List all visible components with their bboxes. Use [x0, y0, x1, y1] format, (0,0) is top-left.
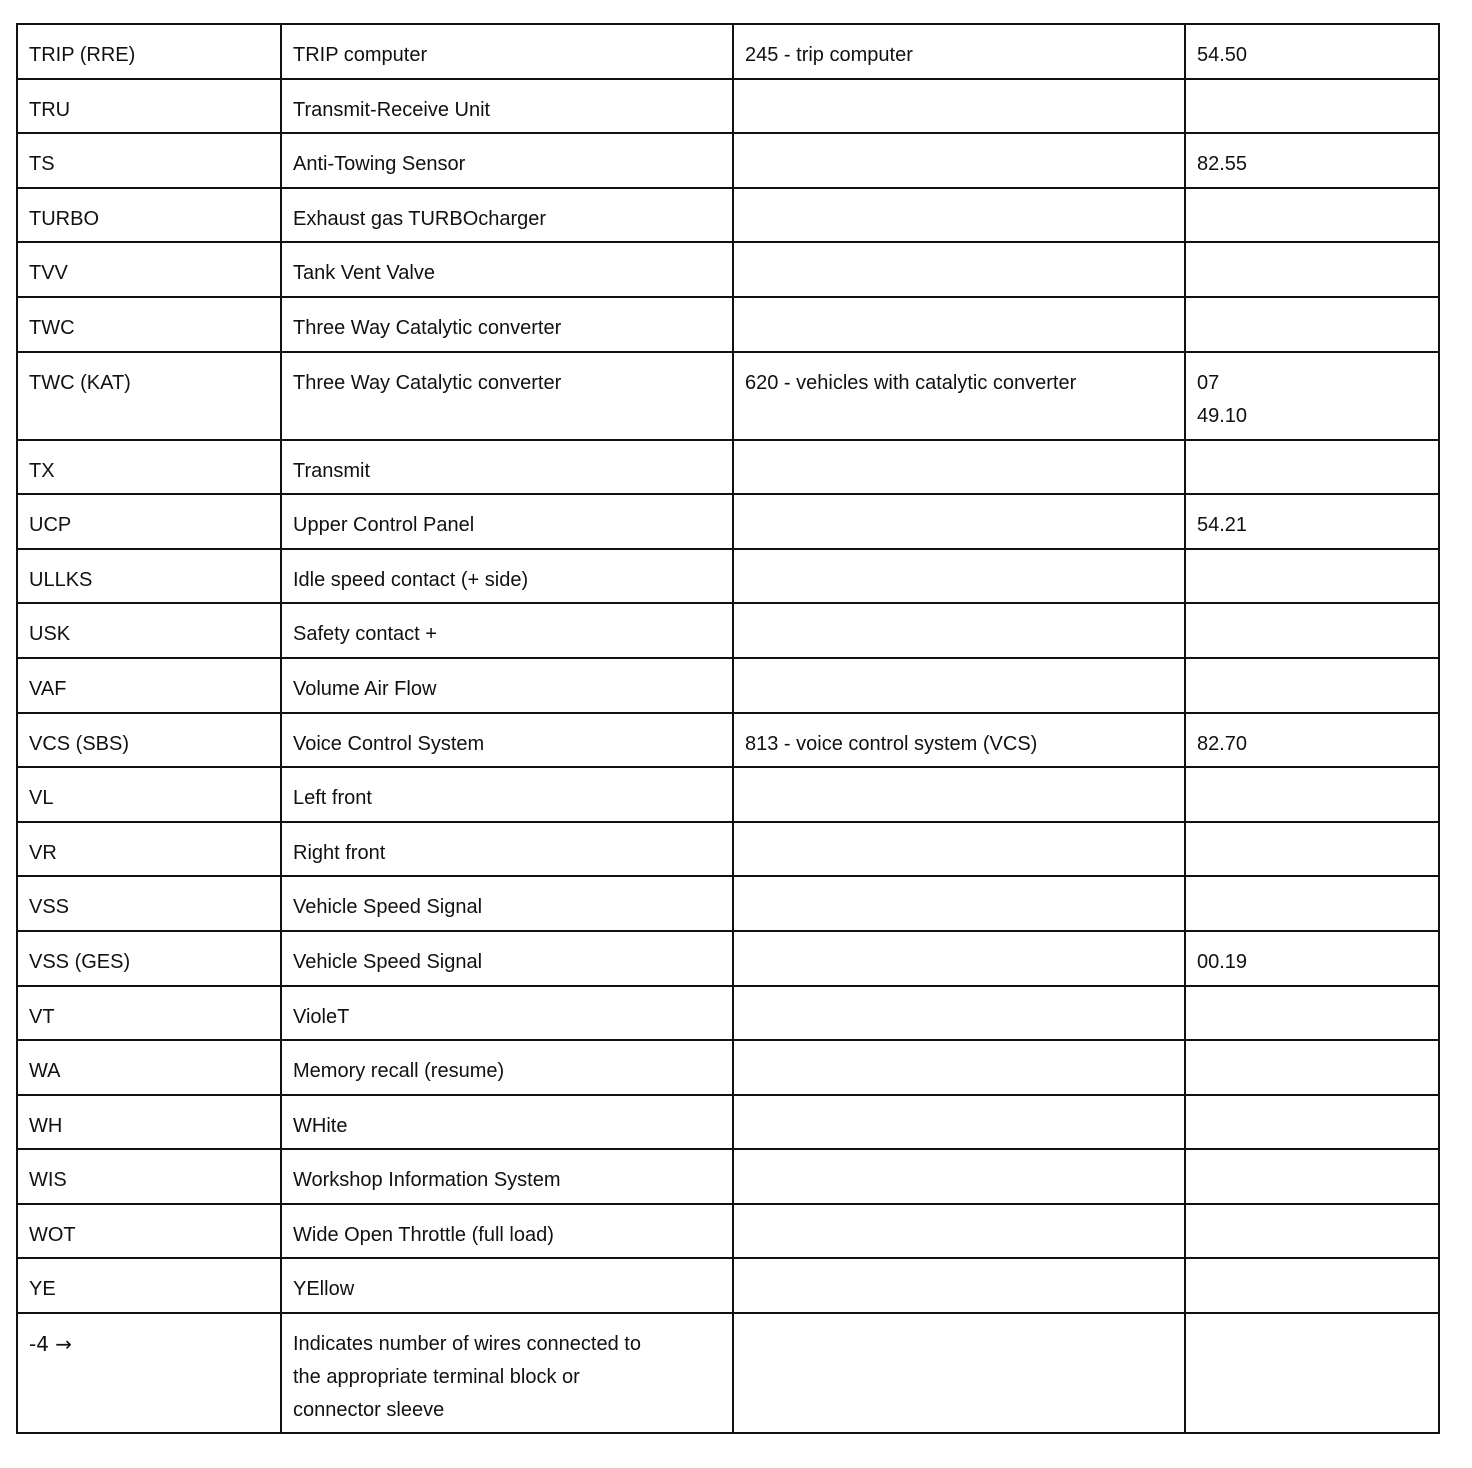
abbreviation-cell [17, 188, 281, 243]
meaning-text: Transmit-Receive Unit [293, 98, 491, 121]
meaning-cell [281, 440, 733, 495]
meaning-text: Memory recall (resume) [293, 1060, 505, 1083]
abbreviation-cell [17, 713, 281, 768]
reference-cell [1185, 1204, 1439, 1259]
table-row [17, 658, 1439, 713]
reference-cell [1185, 1313, 1439, 1433]
meaning-cell [281, 1149, 733, 1204]
meaning-text: WHite [293, 1114, 348, 1137]
option-text: 813 - voice control system (VCS) [745, 732, 1038, 755]
abbreviation-cell [17, 24, 281, 79]
option-cell [733, 494, 1185, 549]
option-cell [733, 822, 1185, 877]
table-row [17, 297, 1439, 352]
meaning-text: Voice Control System [293, 732, 485, 755]
meaning-cell [281, 549, 733, 604]
reference-cell [1185, 494, 1439, 549]
reference-text: 54.21 [1197, 514, 1248, 537]
meaning-text: Three Way Catalytic converter [293, 316, 562, 339]
option-cell [733, 1313, 1185, 1433]
reference-text: 07 [1197, 371, 1220, 394]
meaning-text: Transmit [293, 459, 371, 482]
table-row [17, 822, 1439, 877]
option-cell [733, 986, 1185, 1041]
meaning-cell [281, 133, 733, 188]
reference-text: 00.19 [1197, 950, 1248, 973]
reference-cell [1185, 603, 1439, 658]
reference-text: 49.10 [1197, 404, 1248, 427]
abbreviation-cell [17, 658, 281, 713]
table-row [17, 242, 1439, 297]
meaning-cell [281, 1258, 733, 1313]
meaning-text: Workshop Information System [293, 1169, 561, 1192]
table-row [17, 188, 1439, 243]
meaning-text: Left front [293, 787, 372, 810]
wire-count-arrow-symbol: -4 → [29, 1332, 73, 1357]
table-row [17, 1040, 1439, 1095]
option-cell [733, 603, 1185, 658]
meaning-cell [281, 603, 733, 658]
abbreviation-text: VL [29, 787, 54, 810]
option-cell [733, 549, 1185, 604]
option-cell [733, 1149, 1185, 1204]
option-cell [733, 24, 1185, 79]
table-row [17, 986, 1439, 1041]
reference-text: 54.50 [1197, 44, 1248, 66]
reference-text: 82.55 [1197, 153, 1248, 176]
abbreviation-text: TX [29, 459, 55, 482]
meaning-text: Volume Air Flow [293, 677, 437, 700]
abbreviation-text: UCP [29, 514, 72, 537]
meaning-cell [281, 79, 733, 134]
meaning-text: TRIP computer [293, 44, 428, 66]
abbreviation-cell [17, 297, 281, 352]
table-row [17, 1149, 1439, 1204]
abbreviation-cell [17, 549, 281, 604]
option-cell [733, 1258, 1185, 1313]
option-cell [733, 713, 1185, 768]
abbreviation-text: TVV [29, 262, 68, 285]
meaning-cell [281, 1095, 733, 1150]
option-cell [733, 1040, 1185, 1095]
abbreviation-text: VCS (SBS) [29, 732, 130, 755]
option-cell [733, 297, 1185, 352]
reference-cell [1185, 549, 1439, 604]
abbreviation-text: TWC [29, 316, 75, 339]
abbreviation-text: WA [29, 1060, 61, 1083]
meaning-cell [281, 986, 733, 1041]
reference-cell [1185, 297, 1439, 352]
table-row [17, 440, 1439, 495]
table-row [17, 1095, 1439, 1150]
option-cell [733, 1095, 1185, 1150]
abbreviation-text: TRIP (RRE) [29, 44, 136, 66]
meaning-text: Idle speed contact (+ side) [293, 568, 529, 591]
abbreviation-cell [17, 767, 281, 822]
table-row [17, 603, 1439, 658]
meaning-text: Safety contact + [293, 623, 437, 646]
abbreviation-text: TRU [29, 98, 71, 121]
meaning-cell [281, 24, 733, 79]
abbreviation-cell [17, 440, 281, 495]
reference-cell [1185, 133, 1439, 188]
meaning-cell [281, 494, 733, 549]
abbreviation-text: WH [29, 1114, 63, 1137]
reference-cell [1185, 986, 1439, 1041]
abbreviation-text: WOT [29, 1223, 76, 1246]
abbreviation-cell [17, 79, 281, 134]
meaning-cell [281, 242, 733, 297]
reference-cell [1185, 24, 1439, 79]
meaning-text: VioleT [293, 1005, 350, 1028]
option-cell [733, 767, 1185, 822]
abbreviation-cell [17, 1149, 281, 1204]
option-cell [733, 658, 1185, 713]
meaning-text: Vehicle Speed Signal [293, 950, 483, 973]
abbreviation-cell [17, 352, 281, 440]
reference-cell [1185, 876, 1439, 931]
abbreviation-cell [17, 1095, 281, 1150]
abbreviation-cell [17, 1040, 281, 1095]
meaning-cell [281, 297, 733, 352]
abbreviation-cell [17, 1204, 281, 1259]
abbreviation-text: TS [29, 153, 55, 176]
table-row-wire-count-legend [17, 1313, 1439, 1433]
abbreviation-text: VAF [29, 677, 67, 700]
reference-cell [1185, 242, 1439, 297]
abbreviation-text: WIS [29, 1169, 67, 1192]
meaning-text: Wide Open Throttle (full load) [293, 1223, 554, 1246]
table-row [17, 931, 1439, 986]
meaning-cell [281, 822, 733, 877]
meaning-text: YEllow [293, 1278, 355, 1301]
table-row [17, 24, 1439, 79]
abbreviation-cell [17, 1313, 281, 1433]
reference-cell [1185, 188, 1439, 243]
reference-cell [1185, 931, 1439, 986]
meaning-text: Right front [293, 841, 386, 864]
option-cell [733, 133, 1185, 188]
abbreviation-cell [17, 133, 281, 188]
abbreviation-text: ULLKS [29, 568, 93, 591]
abbreviation-cell [17, 986, 281, 1041]
abbreviation-cell [17, 242, 281, 297]
meaning-cell [281, 352, 733, 440]
meaning-cell [281, 767, 733, 822]
reference-cell [1185, 1040, 1439, 1095]
meaning-text-line: Indicates number of wires connected to [293, 1333, 641, 1356]
reference-cell [1185, 767, 1439, 822]
abbreviation-table [16, 23, 1440, 1434]
meaning-cell [281, 876, 733, 931]
reference-cell [1185, 1149, 1439, 1204]
abbreviation-text: VT [29, 1005, 55, 1028]
option-text: 245 - trip computer [745, 44, 913, 66]
abbreviation-table-container [16, 23, 1438, 1434]
table-body [17, 24, 1439, 1433]
reference-cell [1185, 1095, 1439, 1150]
abbreviation-cell [17, 876, 281, 931]
reference-cell [1185, 440, 1439, 495]
table-row [17, 767, 1439, 822]
table-row [17, 133, 1439, 188]
reference-cell [1185, 352, 1439, 440]
table-row [17, 713, 1439, 768]
abbreviation-cell [17, 1258, 281, 1313]
abbreviation-cell [17, 931, 281, 986]
reference-cell [1185, 713, 1439, 768]
meaning-cell [281, 713, 733, 768]
reference-cell [1185, 79, 1439, 134]
abbreviation-text: VR [29, 841, 57, 864]
table-row [17, 352, 1439, 440]
abbreviation-cell [17, 494, 281, 549]
reference-cell [1185, 1258, 1439, 1313]
abbreviation-text: VSS [29, 896, 70, 919]
meaning-text: Vehicle Speed Signal [293, 896, 483, 919]
option-cell [733, 440, 1185, 495]
table-row [17, 494, 1439, 549]
abbreviation-text: TURBO [29, 207, 99, 230]
table-row [17, 1258, 1439, 1313]
meaning-text-line: connector sleeve [293, 1399, 445, 1422]
option-cell [733, 876, 1185, 931]
abbreviation-cell [17, 603, 281, 658]
meaning-cell [281, 1313, 733, 1433]
meaning-text-line: the appropriate terminal block or [293, 1366, 580, 1389]
meaning-cell [281, 1204, 733, 1259]
option-text: 620 - vehicles with catalytic converter [745, 371, 1077, 394]
meaning-text: Exhaust gas TURBOcharger [293, 207, 547, 230]
abbreviation-cell [17, 822, 281, 877]
option-cell [733, 352, 1185, 440]
table-row [17, 79, 1439, 134]
option-cell [733, 1204, 1185, 1259]
meaning-cell [281, 658, 733, 713]
reference-cell [1185, 658, 1439, 713]
option-cell [733, 931, 1185, 986]
option-cell [733, 79, 1185, 134]
table-row [17, 1204, 1439, 1259]
meaning-text: Tank Vent Valve [293, 262, 435, 285]
meaning-text: Upper Control Panel [293, 514, 475, 537]
meaning-text: Three Way Catalytic converter [293, 371, 562, 394]
abbreviation-text: TWC (KAT) [29, 371, 131, 394]
table-row [17, 876, 1439, 931]
table-row [17, 549, 1439, 604]
meaning-cell [281, 931, 733, 986]
meaning-cell [281, 188, 733, 243]
meaning-cell [281, 1040, 733, 1095]
option-cell [733, 242, 1185, 297]
abbreviation-text: VSS (GES) [29, 950, 131, 973]
reference-text: 82.70 [1197, 732, 1248, 755]
abbreviation-text: USK [29, 623, 71, 646]
reference-cell [1185, 822, 1439, 877]
abbreviation-text: YE [29, 1278, 56, 1301]
option-cell [733, 188, 1185, 243]
meaning-text: Anti-Towing Sensor [293, 153, 466, 176]
